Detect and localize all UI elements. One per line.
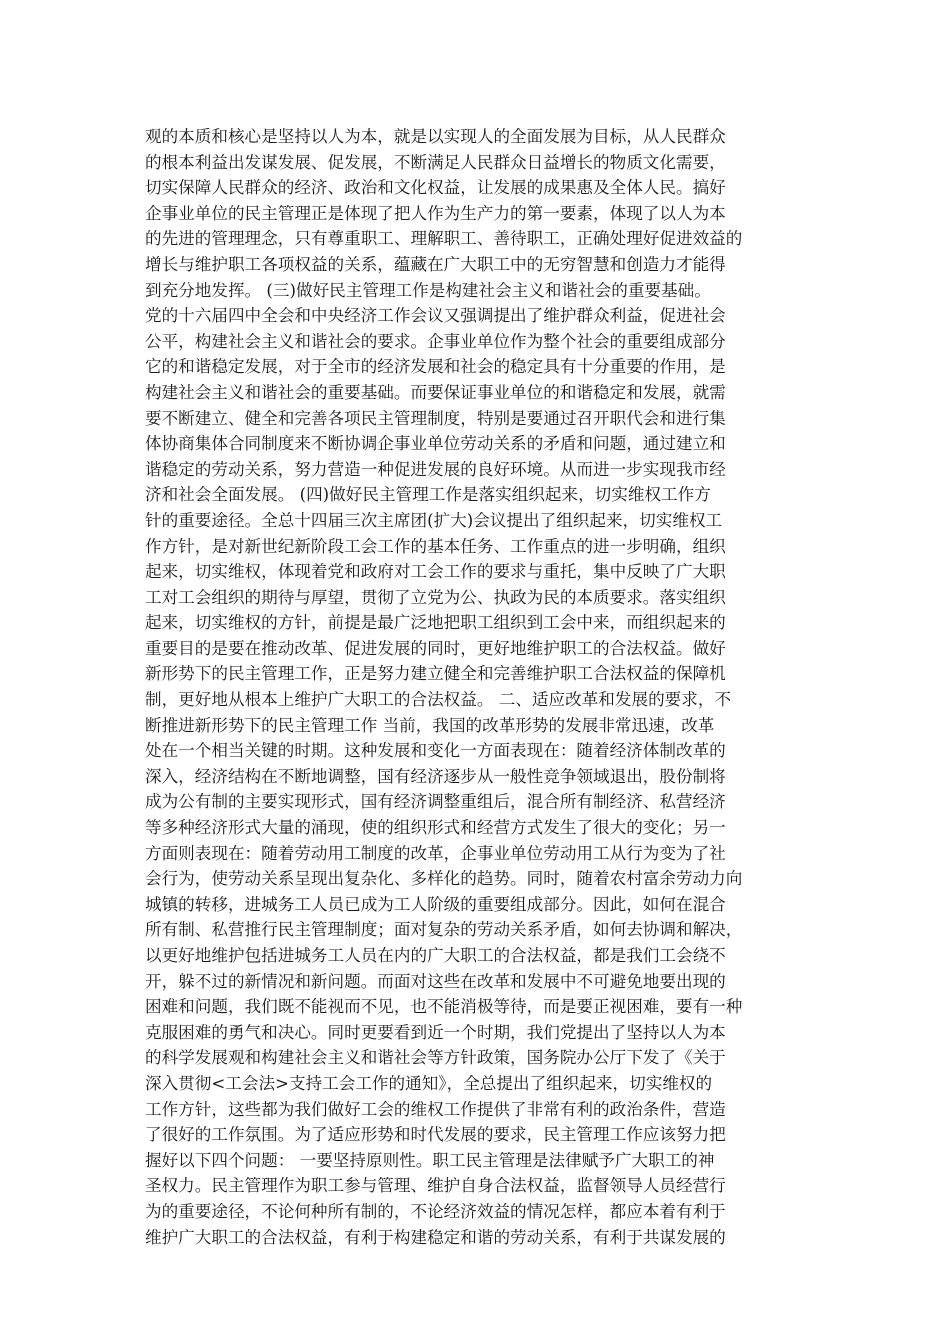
text-line: 深入贯彻<工会法>支持工会工作的通知》，全总提出了组织起来，切实维权的	[145, 1073, 713, 1093]
text-line: 工作方针，这些都为我们做好工会的维权工作提供了非常有利的政治条件，营造	[145, 1099, 726, 1119]
text-line: 处在一个相当关键的时期。这种发展和变化一方面表现在：随着经济体制改革的	[145, 741, 726, 761]
text-line: 握好以下四个问题： 一要坚持原则性。职工民主管理是法律赋予广大职工的神	[145, 1150, 715, 1170]
text-line: 等多种经济形式大量的涌现，使的组织形式和经营方式发生了很大的变化；另一	[145, 818, 726, 838]
text-line: 断推进新形势下的民主管理工作 当前，我国的改革形势的发展非常迅速，改革	[145, 715, 715, 735]
text-line: 党的十六届四中全会和中央经济工作会议又强调提出了维护群众利益，促进社会	[145, 306, 726, 326]
text-line: 的科学发展观和构建社会主义和谐社会等方针政策，国务院办公厅下发了《关于	[145, 1048, 726, 1068]
text-line: 了很好的工作氛围。为了适应形势和时代发展的要求，民主管理工作应该努力把	[145, 1125, 726, 1145]
text-line: 以更好地维护包括进城务工人员在内的广大职工的合法权益，都是我们工会绕不	[145, 946, 726, 965]
text-line: 城镇的转移，进城务工人员已成为工人阶级的重要组成部分。因此，如何在混合	[145, 894, 726, 914]
text-line: 针的重要途径。全总十四届三次主席团(扩大)会议提出了组织起来，切实维权工	[145, 510, 723, 530]
text-line: 企事业单位的民主管理正是体现了把人作为生产力的第一要素，体现了以人为本	[145, 203, 726, 223]
text-line: 困难和问题，我们既不能视而不见，也不能消极等待，而是要正视困难，要有一种	[145, 997, 743, 1017]
text-line: 圣权力。民主管理作为职工参与管理、维护自身合法权益，监督领导人员经营行	[145, 1176, 726, 1196]
text-line: 克服困难的勇气和决心。同时更要看到近一个时期，我们党提出了坚持以人为本	[145, 1022, 726, 1042]
text-line: 新形势下的民主管理工作，正是努力建立健全和完善维护职工合法权益的保障机	[145, 664, 726, 684]
text-line: 的根本利益出发谋发展、促发展，不断满足人民群众日益增长的物质文化需要，	[145, 152, 726, 172]
text-line: 成为公有制的主要实现形式，国有经济调整重组后，混合所有制经济、私营经济	[145, 792, 726, 812]
text-line: 要不断建立、健全和完善各项民主管理制度，特别是要通过召开职代会和进行集	[145, 408, 726, 428]
text-line: 制，更好地从根本上维护广大职工的合法权益。 二、适应改革和发展的要求，不	[145, 690, 732, 710]
text-line: 构建社会主义和谐社会的重要基础。而要保证事业单位的和谐稳定和发展，就需	[145, 382, 726, 402]
text-line: 观的本质和核心是坚持以人为本，就是以实现人的全面发展为目标，从人民群众	[145, 127, 726, 146]
text-line: 的先进的管理理念，只有尊重职工、理解职工、善待职工，正确处理好促进效益的	[145, 229, 743, 249]
text-line: 公平，构建社会主义和谐社会的要求。企事业单位作为整个社会的重要组成部分	[145, 331, 726, 351]
text-line: 切实保障人民群众的经济、政治和文化权益，让发展的成果惠及全体人民。搞好	[145, 178, 726, 198]
text-line: 起来，切实维权，体现着党和政府对工会工作的要求与重托，集中反映了广大职	[145, 562, 726, 582]
text-line: 它的和谐稳定发展，对于全市的经济发展和社会的稳定具有十分重要的作用，是	[145, 357, 726, 377]
text-line: 谐稳定的劳动关系，努力营造一种促进发展的良好环境。从而进一步实现我市经	[145, 459, 726, 479]
body-text	[145, 124, 815, 1250]
text-line: 方面则表现在：随着劳动用工制度的改革，企事业单位劳动用工从行为变为了社	[145, 843, 726, 863]
text-line: 起来，切实维权的方针，前提是最广泛地把职工组织到工会中来，而组织起来的	[145, 613, 726, 633]
text-line: 工对工会组织的期待与厚望，贯彻了立党为公、执政为民的本质要求。落实组织	[145, 587, 726, 607]
text-line: 到充分地发挥。 (三)做好民主管理工作是构建社会主义和谐社会的重要基础。	[145, 280, 711, 300]
text-line: 所有制、私营推行民主管理制度；面对复杂的劳动关系矛盾，如何去协调和解决，	[145, 920, 743, 940]
text-line: 开，躲不过的新情况和新问题。而面对这些在改革和发展中不可避免地要出现的	[145, 971, 726, 991]
text-line: 作方针，是对新世纪新阶段工会工作的基本任务、工作重点的进一步明确，组织	[145, 536, 726, 556]
text-line: 增长与维护职工各项权益的关系，蕴藏在广大职工中的无穷智慧和创造力才能得	[145, 254, 726, 274]
text-line: 为的重要途径，不论何种所有制的，不论经济效益的情况怎样，都应本着有利于	[145, 1201, 726, 1221]
text-line: 深入，经济结构在不断地调整，国有经济逐步从一般性竞争领域退出，股份制将	[145, 766, 726, 786]
text-line: 体协商集体合同制度来不断协调企事业单位劳动关系的矛盾和问题，通过建立和	[145, 434, 726, 454]
text-line: 会行为，使劳动关系呈现出复杂化、多样化的趋势。同时，随着农村富余劳动力向	[145, 869, 743, 889]
text-line: 重要目的是要在推动改革、促进发展的同时，更好地维护职工的合法权益。做好	[145, 638, 726, 658]
text-line: 维护广大职工的合法权益，有利于构建稳定和谐的劳动关系，有利于共谋发展的	[145, 1227, 726, 1247]
text-line: 济和社会全面发展。 (四)做好民主管理工作是落实组织起来，切实维权工作方	[145, 485, 711, 505]
